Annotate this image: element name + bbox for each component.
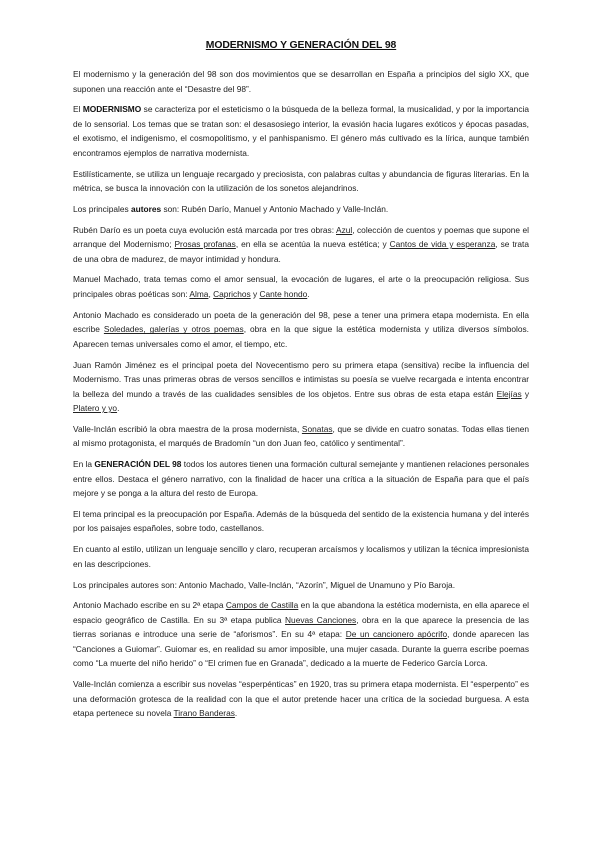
text-run: . [234, 708, 238, 719]
text-run: Rubén Darío es un poeta cuya evolución está marcada por tres obras: [73, 224, 337, 235]
paragraph-modernismo [73, 102, 529, 160]
work-title: Azul [336, 224, 353, 235]
work-title: De un cancionero apócrifo [345, 629, 448, 640]
work-title: Soledades, galerías y otros poemas [103, 324, 244, 335]
text-run: , en ella se acentúa la nueva estética; y [235, 239, 390, 250]
bold-term: GENERACIÓN DEL 98 [94, 459, 182, 470]
work-title: Platero y yo [73, 403, 118, 414]
text-run: , que se divide en cuatro sonatas. Todas ellas tienen al mismo protagonista, el marqués de Bradomín “un don Juan feo, católico y sentimental”. [73, 423, 529, 449]
text-run: Antonio Machado es considerado un poeta de la generación del 98, pese a tener una primera etapa modernista. En ella escribe [73, 309, 529, 335]
paragraph-antonio-machado-etapas [73, 598, 529, 671]
text-run: en la que abandona la estética modernista, en ella aparece el espacio geográfico de Castilla. En su 3ª etapa publica [73, 600, 530, 625]
text-run: , colección de cuentos y poemas que supone el arranque del Modernismo; [73, 224, 529, 250]
work-title: Prosas profanas [174, 239, 236, 250]
paragraph-antonio-machado [73, 308, 529, 352]
paragraph-ruben-dario [73, 223, 529, 267]
work-title: Alma [189, 288, 209, 299]
text-run: Antonio Machado escribe en su 2ª etapa [73, 600, 226, 611]
paragraph-estilo-modernista: Estilísticamente, se utiliza un lenguaje recargado y preciosista, con palabras cultas y abundancia de figuras literarias. En la métrica, se busca la innovación con la utilización de los sonetos alejandrinos. [73, 168, 529, 194]
work-title: Campos de Castilla [225, 600, 299, 611]
work-title: Cante hondo [259, 288, 308, 299]
text-run: Manuel Machado, trata temas como el amor sensual, la evocación de lugares, el arte o la preocupación religiosa. Sus principales obras poéticas son: [73, 274, 529, 299]
paragraph-tema-principal: El tema principal es la preocupación por España. Además de la búsqueda del sentido de la existencia humana y del interés por los paisajes españoles, sobre todo, castellanos. [73, 508, 529, 534]
paragraph-valle-inclan-sonatas [73, 422, 529, 451]
paragraph-juan-ramon-jimenez [73, 358, 529, 416]
text-run: Valle-Inclán escribió la obra maestra de la prosa modernista, [73, 423, 302, 434]
text-run: Los principales [73, 203, 131, 214]
work-title: Caprichos [213, 288, 251, 299]
paragraph-autores-modernismo [73, 202, 529, 217]
text-run: , obra en la que sigue la estética modernista y utiliza diversos símbolos. Aparecen temas universales como el amor, el tiempo, etc. [73, 324, 529, 349]
text-run: y [521, 388, 529, 399]
work-title: Tirano Banderas [173, 708, 235, 719]
text-run: son: Rubén Darío, Manuel y Antonio Machado y Valle-Inclán. [161, 203, 389, 214]
text-run: . [307, 288, 310, 299]
paragraph-estilo-98: En cuanto al estilo, utilizan un lenguaje sencillo y claro, recuperan arcaísmos y localismos y utilizan la técnica impresionista en las descripciones. [73, 544, 529, 569]
text-run: se caracteriza por el esteticismo o la búsqueda de la belleza formal, la musicalidad, y por la importancia de lo sensorial. Los temas que se tratan son: el desasosiego interior, la evasión hacia lugares exóticos y épocas pasadas, el exotismo, el indigenismo, el cosmopolitismo, y el panhispanismo. El género más cultivado es la lírica, aunque también encontramos ejemplos de narrativa modernista. [73, 104, 529, 158]
text-run: En la [73, 459, 95, 470]
text-run: , [208, 288, 214, 299]
page-title: MODERNISMO Y GENERACIÓN DEL 98 [205, 40, 397, 51]
text-run: . [117, 403, 120, 414]
text-run: Juan Ramón Jiménez es el principal poeta del Novecentismo pero su primera etapa (sensitiva) recibe la influencia del Modernismo. Tras unas primeras obras de versos sencillos e intimistas su poesía se vuelve recargada e intenta encontrar la belleza del mundo a través de las cualidades sensibles de los objetos. Entre sus obras de esta etapa están [73, 359, 529, 399]
text-run: , donde aparecen las “Canciones a Guiomar”. Guiomar es, en realidad su amor imposible, una mujer casada. Durante la guerra escribe poemas como “La muerte del niño herido” o “El crimen fue en Granada”, dedicado a la muerte de Federico García Lorca. [73, 629, 530, 669]
bold-term: MODERNISMO [82, 104, 142, 115]
text-run: Valle-Inclán comienza a escribir sus novelas “esperpénticas” en 1920, tras su primera etapa modernista. El “esperpento” es una deformación grotesca de la realidad con la que el autor pretende hacer una crítica de la sociedad burguesa. A esta etapa pertenece su novela [73, 679, 529, 719]
work-title: Nuevas Canciones [285, 614, 357, 625]
text-run: El [73, 104, 83, 115]
bold-term: autores [130, 203, 162, 214]
paragraph-autores-98: Los principales autores son: Antonio Machado, Valle-Inclán, “Azorín”, Miguel de Unamuno y Pío Baroja. [73, 579, 456, 590]
paragraph-generacion-98 [73, 457, 529, 501]
text-run: , obra en la que aparece la presencia de las tierras sorianas e introduce una serie de “aforismos”. En su 4ª etapa: [73, 614, 529, 640]
document-body [73, 67, 529, 727]
paragraph-intro: El modernismo y la generación del 98 son dos movimientos que se desarrollan en España a principios del siglo XX, que suponen una reacción ante el “Desastre del 98”. [73, 69, 529, 94]
work-title: Cantos de vida y esperanza [389, 239, 496, 250]
work-title: Sonatas [301, 423, 333, 434]
paragraph-valle-inclan-esperpento [73, 677, 529, 721]
text-run: todos los autores tienen una formación cultural semejante y mantienen relaciones personales entre ellos. Destaca el género narrativo, con la finalidad de hacer una crítica a la situación de España para que el país mejore y se ponga a la altura del resto de Europa. [73, 459, 529, 499]
paragraph-manuel-machado [73, 272, 529, 301]
work-title: Elejías [496, 388, 522, 399]
text-run: , se trata de una obra de madurez, de mayor intimidad y hondura. [73, 239, 530, 264]
text-run: y [250, 288, 260, 299]
